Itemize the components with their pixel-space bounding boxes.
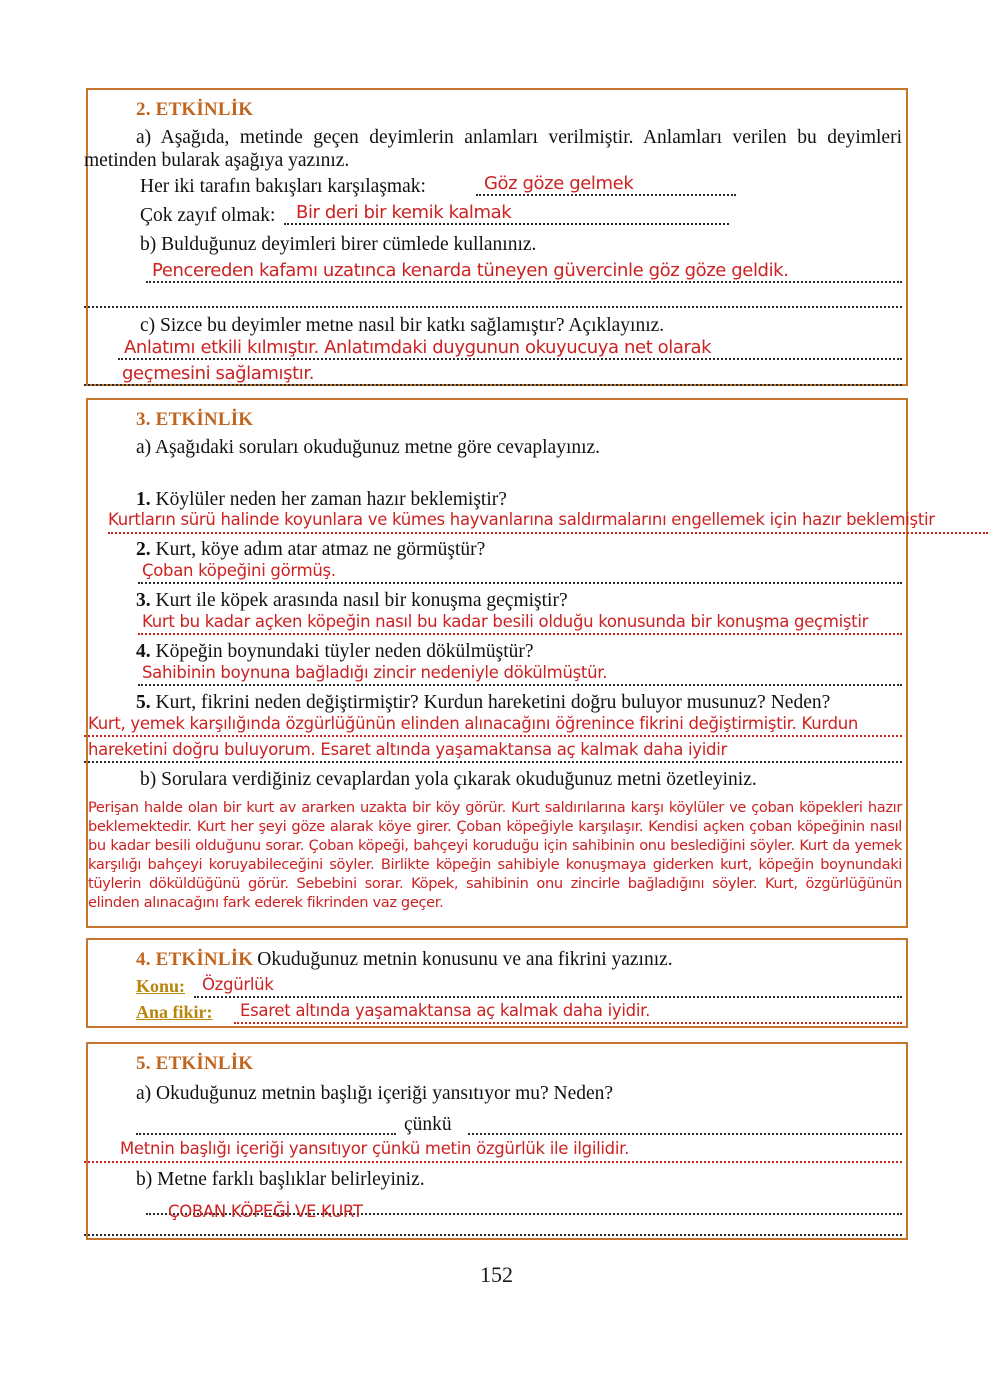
cunku-connector: çünkü xyxy=(404,1114,452,1135)
activity-3-question-2 xyxy=(136,538,485,561)
activity-4-box xyxy=(86,938,908,1028)
activity-5-b-answer[interactable]: ÇOBAN KÖPEĞİ VE KURT xyxy=(168,1202,363,1221)
answer-line[interactable] xyxy=(138,684,902,686)
activity-4-title: 4. ETKİNLİK xyxy=(136,949,254,970)
answer-line[interactable] xyxy=(84,761,902,763)
activity-3-answer-4[interactable]: Sahibinin boynuna bağladığı zincir nedeniyle dökülmüştür. xyxy=(142,663,608,682)
question-text: Kurt, fikrini neden değiştirmiştir? Kurdun hareketini doğru buluyor musunuz? Neden? xyxy=(155,692,831,713)
answer-line[interactable] xyxy=(118,358,902,360)
answer-line[interactable] xyxy=(476,194,736,196)
answer-line[interactable] xyxy=(108,532,988,534)
activity-3-answer-2[interactable]: Çoban köpeğini görmüş. xyxy=(142,561,336,580)
activity-3-question-3 xyxy=(136,589,568,612)
activity-3-b-prompt: b) Sorulara verdiğiniz cevaplardan yola çıkarak okuduğunuz metni özetleyiniz. xyxy=(140,769,757,790)
ana-fikir-answer[interactable]: Esaret altında yaşamaktansa aç kalmak daha iyidir. xyxy=(240,1001,651,1020)
question-number: 4. xyxy=(136,641,151,662)
answer-line[interactable] xyxy=(84,735,902,737)
activity-4-header xyxy=(136,948,673,971)
activity-3-title: 3. ETKİNLİK xyxy=(136,409,254,430)
answer-line[interactable] xyxy=(84,306,902,308)
activity-3-a-prompt: a) Aşağıdaki soruları okuduğunuz metne göre cevaplayınız. xyxy=(136,437,601,458)
question-number: 3. xyxy=(136,590,151,611)
activity-3-summary-answer[interactable]: Perişan halde olan bir kurt av ararken uzakta bir köy görür. Kurt saldırılarına karşı köylüler ve çoban köpekleri hazır beklemektedir. Kurt her şeyi göze alarak köye girer. Çoban köpeğiyle karşılaşır. Kendisi açken çoban köpeğinin nasıl bu kadar besili olduğunu sorar. Çoban köpeği, bahçeyi koruduğu için sahibinin onu beslediğini söyler. Kurt da yemek karşılığı bahçeyi koruyabileceğini söyler. Birlikte köpeğin sahibiyle konuşmaya giderken kurt, köpeğin boynundaki tüylerin döküldüğünü görür. Sebebini sorar. Köpek, sahibinin onu zincirle bağladığını söyler. Kurt, özgürlüğünün elinden alınacağını fark ederek fikrinden vaz geçer. xyxy=(88,799,902,911)
question-text: Kurt, köye adım atar atmaz ne görmüştür? xyxy=(155,539,486,560)
answer-line[interactable] xyxy=(138,582,902,584)
activity-2-c-answer-line-2[interactable]: geçmesini sağlamıştır. xyxy=(122,363,315,384)
activity-5-title: 5. ETKİNLİK xyxy=(136,1053,254,1074)
activity-4-prompt: Okuduğunuz metnin konusunu ve ana fikrini yazınız. xyxy=(257,949,673,970)
activity-2-title: 2. ETKİNLİK xyxy=(136,99,254,120)
activity-3-answer-1[interactable]: Kurtların sürü halinde koyunlara ve kümes hayvanlarına saldırmalarını engellemek için hazır beklemiştir xyxy=(108,510,935,529)
question-text: Köylüler neden her zaman hazır beklemiştir? xyxy=(155,489,507,510)
answer-line[interactable] xyxy=(84,384,902,386)
activity-3-question-1 xyxy=(136,488,507,511)
answer-line[interactable] xyxy=(468,1133,902,1135)
activity-2-box xyxy=(86,88,908,386)
question-number: 2. xyxy=(136,539,151,560)
page-number: 152 xyxy=(480,1262,513,1287)
activity-2-a-prompt xyxy=(84,126,902,172)
question-number: 1. xyxy=(136,489,151,510)
activity-2-c-answer-line-1[interactable]: Anlatımı etkili kılmıştır. Anlatımdaki duygunun okuyucuya net olarak xyxy=(124,337,712,358)
activity-3-question-5 xyxy=(136,691,830,714)
answer-line[interactable] xyxy=(136,1133,396,1135)
answer-line[interactable] xyxy=(138,633,902,635)
activity-2-b-answer[interactable]: Pencereden kafamı uzatınca kenarda tüneyen güvercinle göz göze geldik. xyxy=(152,260,789,281)
answer-line[interactable] xyxy=(146,281,902,283)
activity-2-a-prompt-text: a) Aşağıda, metinde geçen deyimlerin anlamları verilmiştir. Anlamları verilen bu deyimleri metinden bularak aşağıya yazınız. xyxy=(84,127,902,171)
question-text: Köpeğin boynundaki tüyler neden dökülmüştür? xyxy=(155,641,534,662)
answer-line[interactable] xyxy=(194,996,902,998)
question-text: Kurt ile köpek arasında nasıl bir konuşma geçmiştir? xyxy=(155,590,568,611)
activity-5-b-prompt: b) Metne farklı başlıklar belirleyiniz. xyxy=(136,1169,425,1190)
activity-5-box xyxy=(86,1042,908,1240)
answer-line[interactable] xyxy=(234,1022,902,1024)
answer-line[interactable] xyxy=(284,223,729,225)
activity-2-item-1-prompt: Çok zayıf olmak: xyxy=(140,205,276,226)
activity-2-item-1-answer[interactable]: Bir deri bir kemik kalmak xyxy=(296,202,512,223)
activity-3-box xyxy=(86,398,935,928)
activity-3-answer-5-line-2[interactable]: hareketini doğru buluyorum. Esaret altında yaşamaktansa aç kalmak daha iyidir xyxy=(88,740,727,759)
activity-5-a-answer[interactable]: Metnin başlığı içeriği yansıtıyor çünkü metin özgürlük ile ilgilidir. xyxy=(120,1139,630,1158)
activity-3-question-4 xyxy=(136,640,534,663)
activity-3-answer-3[interactable]: Kurt bu kadar açken köpeğin nasıl bu kadar besili olduğu konusunda bir konuşma geçmiştir xyxy=(142,612,869,631)
activity-2-item-0-prompt: Her iki tarafın bakışları karşılaşmak: xyxy=(140,176,426,197)
konu-label: Konu: xyxy=(136,976,186,996)
activity-2-b-prompt: b) Bulduğunuz deyimleri birer cümlede kullanınız. xyxy=(140,234,537,255)
ana-fikir-label: Ana fikir: xyxy=(136,1002,213,1022)
konu-answer[interactable]: Özgürlük xyxy=(202,975,274,994)
activity-3-answer-5-line-1[interactable]: Kurt, yemek karşılığında özgürlüğünün elinden alınacağını öğrenince fikrini değiştirmiştir. Kurdun xyxy=(88,714,859,733)
activity-2-item-0-answer[interactable]: Göz göze gelmek xyxy=(484,173,634,194)
answer-line[interactable] xyxy=(84,1234,902,1236)
question-number: 5. xyxy=(136,692,151,713)
answer-line[interactable] xyxy=(84,1161,902,1163)
activity-2-c-prompt: c) Sizce bu deyimler metne nasıl bir katkı sağlamıştır? Açıklayınız. xyxy=(140,315,665,336)
activity-5-a-prompt: a) Okuduğunuz metnin başlığı içeriği yansıtıyor mu? Neden? xyxy=(136,1083,614,1104)
